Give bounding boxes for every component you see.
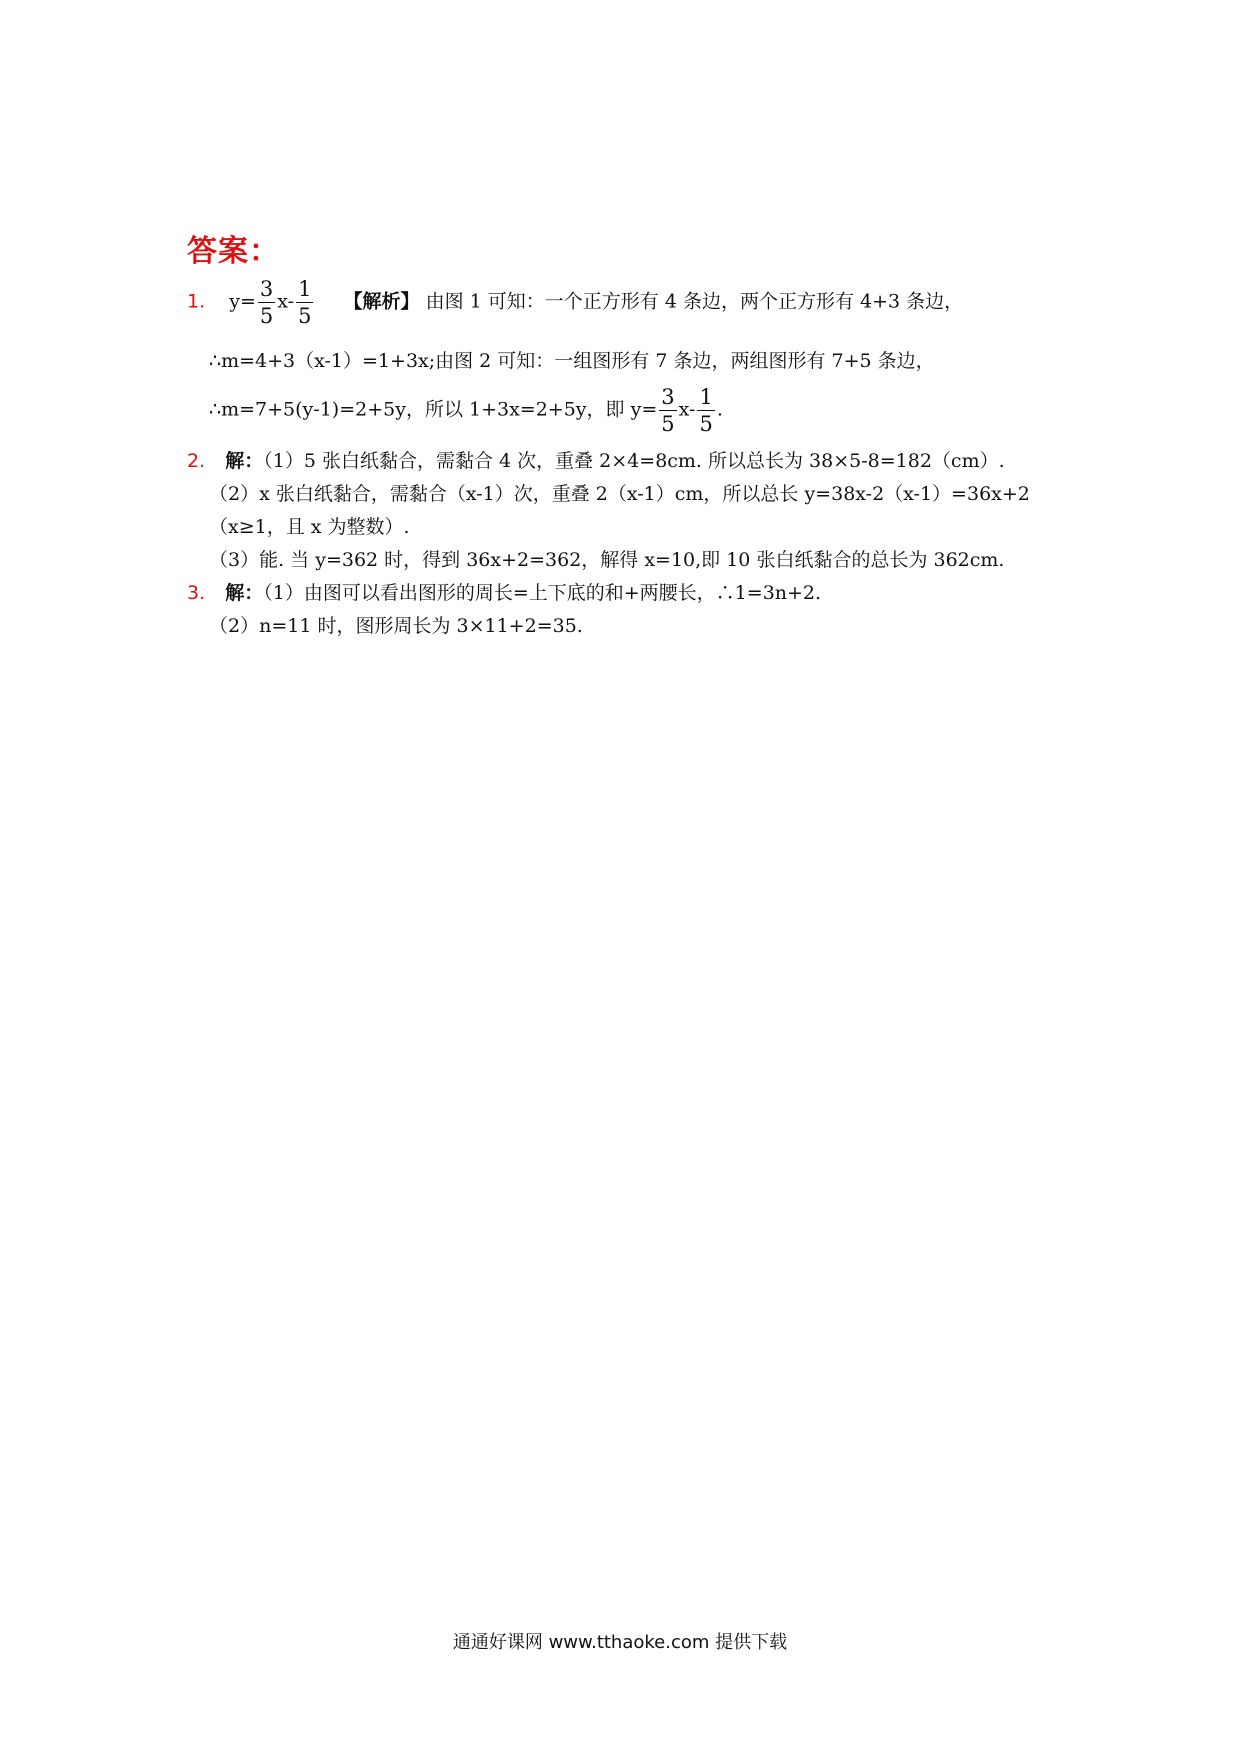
q1-line1-text: 由图 1 可知：一个正方形有 4 条边，两个正方形有 4+3 条边， bbox=[425, 290, 964, 313]
q2-line-2: （2）x 张白纸黏合，需黏合（x-1）次，重叠 2（x-1）cm，所以总长 y=38x-2（x-1）=36x+2 bbox=[209, 483, 1030, 505]
q3-line1-text: （1）由图可以看出图形的周长=上下底的和+两腰长，∴1=3n+2. bbox=[263, 582, 822, 604]
q3-line-2: （2）n=11 时，图形周长为 3×11+2=35. bbox=[209, 615, 583, 637]
q1-analysis-label: 【解析】 bbox=[343, 290, 420, 313]
answer-heading: 答案： bbox=[187, 234, 280, 269]
q1-line-1 bbox=[187, 276, 963, 329]
q1-line3-fraction-2: $\frac{1}{5}$ bbox=[699, 385, 713, 436]
q1-fraction-2: $\frac{1}{5}$ bbox=[298, 277, 312, 328]
q1-number: 1. bbox=[187, 290, 206, 313]
q3-number: 3. bbox=[187, 582, 206, 604]
q2-line-4: （3）能. 当 y=362 时，得到 36x+2=362，解得 x=10,即 10 张白纸黏合的总长为 362cm. bbox=[209, 549, 1005, 571]
q1-line3-fraction-1: $\frac{3}{5}$ bbox=[661, 385, 675, 436]
q1-line-2: ∴m=4+3（x-1）=1+3x;由图 2 可知：一组图形有 7 条边，两组图形有 7+5 条边， bbox=[209, 350, 935, 372]
q3-label: 解： bbox=[225, 582, 264, 604]
q3-line-1 bbox=[187, 578, 821, 608]
q1-line-3 bbox=[209, 384, 723, 437]
q1-line3-end: . bbox=[716, 398, 723, 421]
q1-x-minus: x- bbox=[277, 290, 295, 313]
q1-fraction-1: $\frac{3}{5}$ bbox=[259, 277, 274, 328]
q2-line-1 bbox=[187, 446, 1005, 476]
q2-line1-text: （1）5 张白纸黏合，需黏合 4 次，重叠 2×4=8cm. 所以总长为 38×5-8=182（cm）. bbox=[263, 450, 1005, 472]
q2-line-3: （x≥1，且 x 为整数）. bbox=[209, 516, 410, 538]
footer-text: 通通好课网 www.tthaoke.com 提供下载 bbox=[452, 1632, 788, 1653]
q1-line3-text: ∴m=7+5(y-1)=2+5y，所以 1+3x=2+5y，即 y= bbox=[209, 398, 658, 421]
q1-formula-prefix: y= bbox=[229, 290, 256, 313]
q1-line3-x-minus: x- bbox=[678, 398, 696, 421]
q2-label: 解： bbox=[225, 450, 264, 472]
q2-number: 2. bbox=[187, 450, 206, 472]
